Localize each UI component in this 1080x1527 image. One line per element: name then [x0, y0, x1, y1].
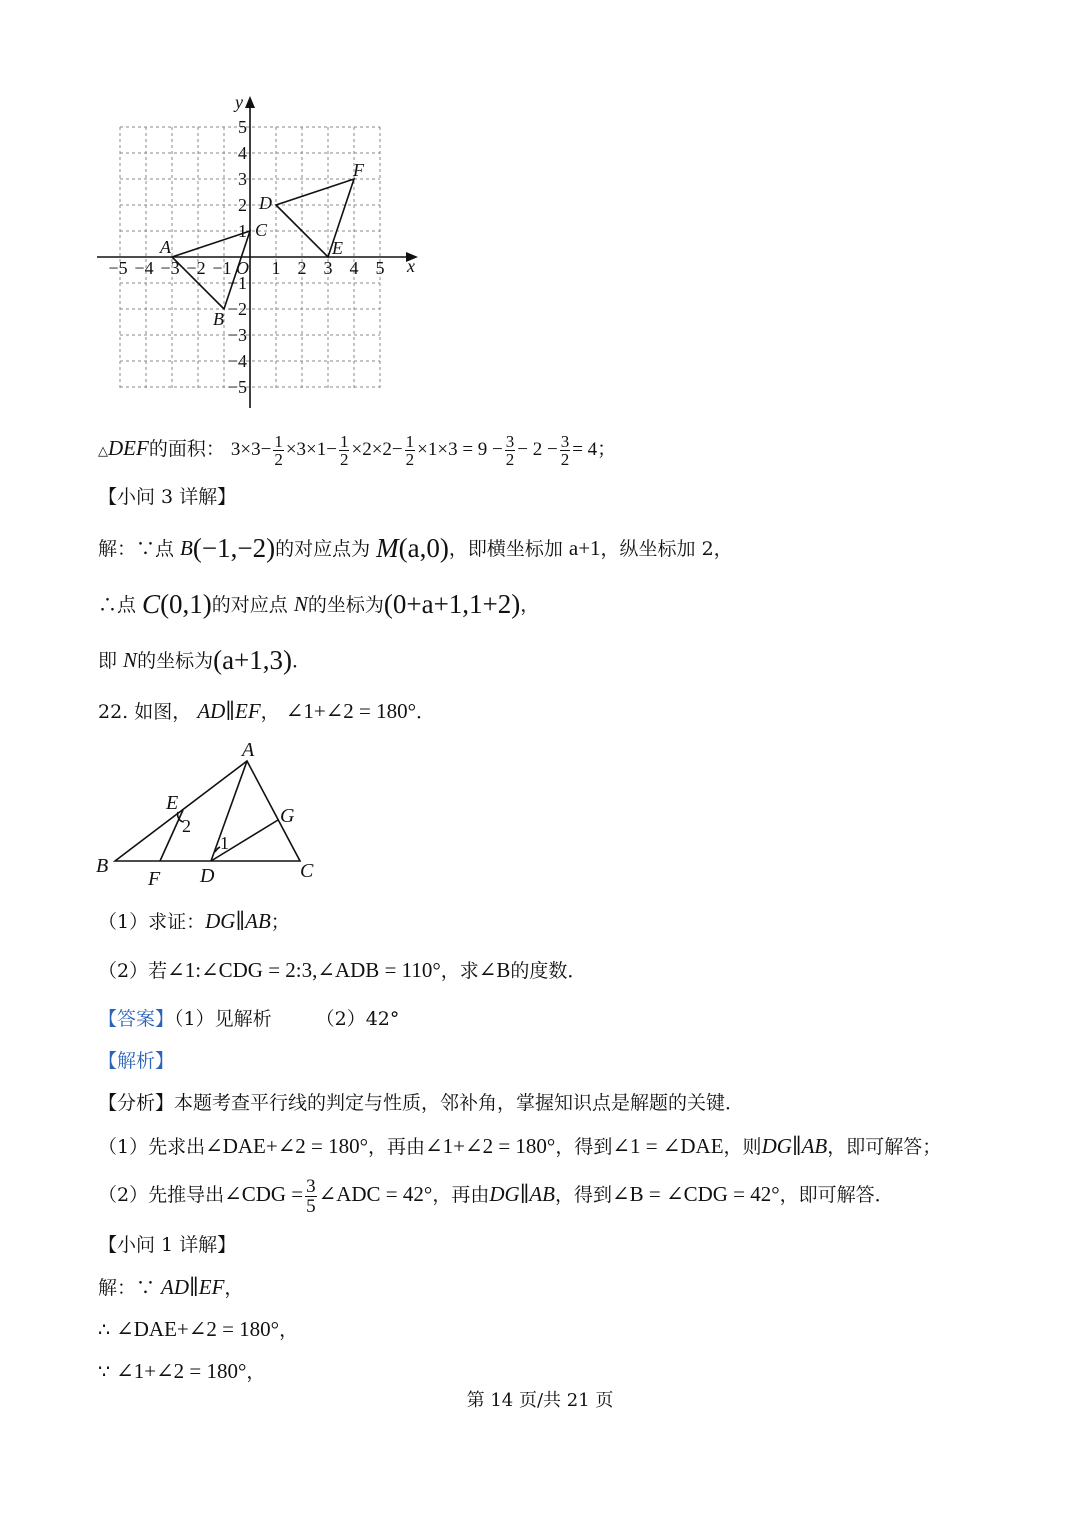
math: (0,1) [160, 589, 212, 619]
x-tick: −1 [212, 258, 232, 278]
text: 的坐标为 [137, 650, 214, 672]
text: ， [260, 701, 280, 723]
angle-1-label: 1 [220, 833, 229, 853]
point-d-label: D [259, 193, 272, 213]
math: ∠B = ∠CDG = 42° [612, 1182, 780, 1206]
triangle-symbol: △ [98, 444, 108, 459]
math: ∠1+∠2 = 180° [425, 1134, 556, 1158]
x-tick: −5 [108, 258, 128, 278]
text: ，得到 [555, 1184, 613, 1206]
sol3-line3 [98, 642, 311, 679]
x-tick: −4 [134, 258, 154, 278]
math: (0+a+1,1+2) [383, 589, 521, 619]
x-tick: 3 [323, 258, 333, 278]
math: C [142, 589, 161, 619]
text: ， [279, 1319, 299, 1341]
math: (a,0) [398, 533, 449, 563]
math: N [123, 648, 138, 672]
fraction: $\frac{3}{2}$ [505, 431, 515, 469]
fenxi-line: 【分析】本题考查平行线的判定与性质，邻补角，掌握知识点是解题的关键． [98, 1092, 745, 1114]
math: N [293, 592, 308, 616]
text: 的度数． [510, 960, 587, 982]
y-tick: 5 [238, 117, 247, 137]
text: ，纵坐标加 2， [600, 538, 733, 560]
math: (a+1,3) [213, 645, 293, 675]
step-1 [98, 1132, 941, 1161]
point-a-label: A [160, 237, 171, 257]
answer-part-1: （1）见解析 [174, 1008, 272, 1030]
y-tick: −3 [227, 325, 247, 345]
text: 的坐标为 [307, 594, 384, 616]
math: M [376, 533, 399, 563]
area-line [98, 428, 616, 472]
point-c-label: C [255, 220, 268, 240]
math: ∠DAE+∠2 = 180° [116, 1317, 280, 1341]
angle-2-label: 2 [182, 816, 191, 836]
fraction: $\frac{3}{2}$ [560, 431, 570, 469]
text: 的对应点 [211, 594, 294, 616]
text: （2）若 [98, 960, 168, 982]
answer-line [98, 1005, 399, 1033]
text: ，即可解答； [827, 1136, 942, 1158]
text: 的对应点为 [275, 538, 377, 560]
origin-label: O [236, 258, 249, 278]
text: ； [270, 911, 290, 933]
text: ， [246, 1361, 266, 1383]
text: ∵ [98, 1361, 117, 1383]
question-22 [98, 697, 435, 726]
text: （1）求证： [98, 911, 206, 933]
text: ，得到 [555, 1136, 613, 1158]
text: （1）先求出 [98, 1136, 206, 1158]
point-f-label: F [353, 160, 364, 180]
vertex-a-label: A [242, 739, 255, 761]
text: ，即横坐标加 [448, 538, 569, 560]
math: AD∥EF [197, 699, 261, 723]
text: ． [292, 650, 312, 672]
fraction: $\frac{3}{5}$ [306, 1175, 316, 1217]
fraction: $\frac{1}{2}$ [405, 431, 415, 469]
math: DG∥AB [205, 909, 271, 933]
math: (−1,−2) [192, 533, 276, 563]
y-tick: 3 [238, 169, 247, 189]
x-tick: 2 [297, 258, 307, 278]
math: DG∥AB [489, 1182, 556, 1206]
segment-ad [211, 761, 247, 861]
y-tick: −5 [227, 377, 247, 397]
text: ，求 [440, 960, 479, 982]
text: ，则 [723, 1136, 762, 1158]
q3-header: 【小问 3 详解】 [98, 486, 237, 508]
vertex-f-label: F [148, 868, 161, 890]
text: （2）先推导出 [98, 1184, 225, 1206]
y-tick: 2 [238, 195, 247, 215]
sol3-line2 [98, 586, 539, 623]
y-tick: 1 [238, 221, 247, 241]
answer-part-2: （2）42° [315, 1008, 400, 1030]
step-2 [98, 1172, 894, 1217]
text: ，再由 [432, 1184, 490, 1206]
vertex-b-label: B [96, 855, 109, 877]
y-tick: 4 [238, 143, 247, 163]
x-tick: −2 [186, 258, 206, 278]
math: DG∥AB [761, 1134, 828, 1158]
area-term: ×2×2− [351, 439, 403, 460]
text: 解：∵ [98, 1277, 162, 1299]
text: ， [224, 1277, 244, 1299]
area-term: 3×3− [230, 439, 272, 460]
math: ∠1:∠CDG = 2:3,∠ADB = 110° [167, 958, 441, 982]
text: ，再由 [368, 1136, 426, 1158]
area-label: 的面积： [148, 438, 225, 460]
analysis-tag: 【解析】 [98, 1050, 175, 1072]
text: ． [416, 701, 436, 723]
part-2 [98, 956, 586, 985]
sol1-line3 [98, 1357, 265, 1386]
page-footer: 第 14 页/共 21 页 [466, 1390, 614, 1411]
y-axis-label: y [235, 92, 243, 112]
fraction: $\frac{1}{2}$ [274, 431, 283, 469]
area-term: − 2 − [517, 439, 558, 460]
y-tick: −2 [227, 299, 247, 319]
triangle-name: DEF [108, 436, 149, 460]
sol3-line1 [98, 530, 733, 567]
math: ∠ADC = 42° [318, 1182, 433, 1206]
math: AD∥EF [161, 1275, 225, 1299]
x-tick: 1 [271, 258, 281, 278]
fraction: $\frac{1}{2}$ [339, 431, 349, 469]
text: ，即可解答． [779, 1184, 894, 1206]
x-tick: 4 [349, 258, 359, 278]
area-term: ×1×3 = 9 − [417, 439, 503, 460]
math: ∠1+∠2 = 180° [285, 699, 417, 723]
area-term: ×3×1− [285, 439, 337, 460]
part-1 [98, 907, 290, 936]
vertex-e-label: E [166, 792, 179, 814]
x-axis-label: x [407, 256, 415, 276]
text: ， [520, 594, 540, 616]
point-e-label: E [332, 238, 343, 258]
question-number: 22. 如图， [98, 701, 192, 723]
math: ∠1+∠2 = 180° [116, 1359, 247, 1383]
text: 解：∵点 [98, 538, 181, 560]
sol1-line2 [98, 1315, 298, 1344]
vertex-c-label: C [300, 860, 314, 882]
y-tick: −1 [227, 273, 247, 293]
y-tick: −4 [227, 351, 247, 371]
math: ∠1 = ∠DAE [612, 1134, 724, 1158]
math: a+1 [568, 536, 601, 560]
math: ∠CDG = [224, 1182, 304, 1206]
x-tick: −3 [160, 258, 180, 278]
x-tick: 5 [375, 258, 385, 278]
point-b-label: B [213, 309, 224, 329]
math: ∠B [478, 958, 511, 982]
triangle-figure [92, 735, 332, 895]
vertex-g-label: G [280, 805, 295, 827]
area-end: ； [597, 438, 617, 460]
sol1-line1 [98, 1273, 243, 1302]
coordinate-figure [95, 92, 425, 412]
text: ∴ [98, 1319, 117, 1341]
math: ∠DAE+∠2 = 180° [205, 1134, 369, 1158]
area-term: = 4 [572, 439, 598, 460]
triangle-abc-2 [115, 761, 300, 861]
math: B [180, 536, 193, 560]
answer-tag: 【答案】 [98, 1008, 175, 1030]
q1-header: 【小问 1 详解】 [98, 1234, 237, 1256]
text: ∴点 [98, 594, 143, 616]
vertex-d-label: D [200, 865, 215, 887]
text: 即 [98, 650, 124, 672]
